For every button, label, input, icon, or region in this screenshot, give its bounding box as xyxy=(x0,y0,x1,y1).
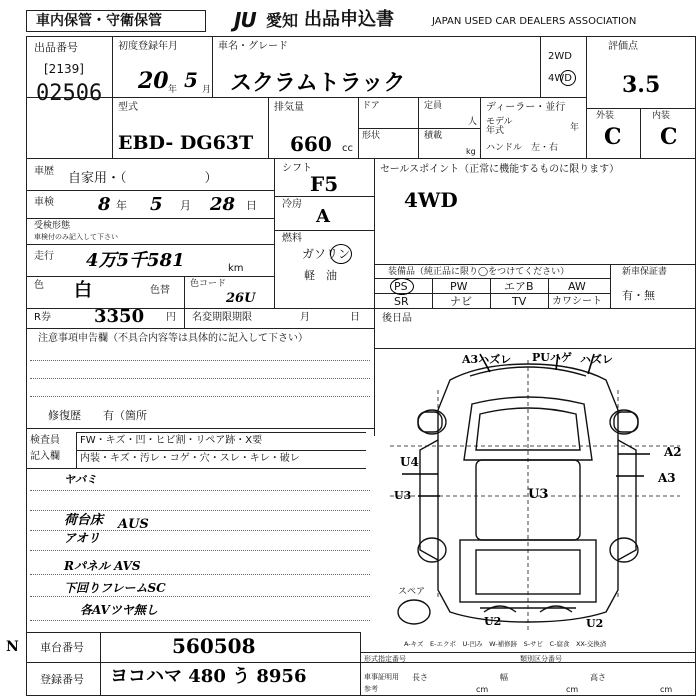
rule xyxy=(26,97,586,98)
first-reg-month: 5 xyxy=(184,68,198,92)
diagram-spare: スペア xyxy=(398,587,426,597)
rule xyxy=(26,190,274,191)
rule xyxy=(548,278,549,308)
rule xyxy=(374,328,375,436)
rule xyxy=(26,158,696,159)
color-code: 26U xyxy=(226,291,256,306)
first-reg-year: 20 xyxy=(138,68,169,94)
capacity-label: 定員 xyxy=(424,101,443,111)
diagram-u3-center: U3 xyxy=(528,487,549,502)
rule xyxy=(432,278,433,308)
dealer-model-year: モデル年式 xyxy=(486,117,513,136)
rule xyxy=(30,360,370,361)
diagram-top-left: A3ハズレ xyxy=(462,353,512,366)
diagram-u4: U4 xyxy=(400,455,419,469)
diagram-u2-right: U2 xyxy=(586,617,604,630)
first-reg-year-unit: 年 xyxy=(168,85,178,95)
form-title: 出品申込書 xyxy=(304,9,394,30)
equip-airbag: エアB xyxy=(504,280,534,293)
fuel-circle-icon xyxy=(330,244,352,264)
rule xyxy=(212,36,213,98)
notes-repair: 修復歴 有（箇所 xyxy=(48,409,147,422)
rule xyxy=(76,450,366,451)
inspection-month: 5 xyxy=(150,194,163,215)
inspector-label-2: 記入欄 xyxy=(30,451,60,462)
rule xyxy=(26,632,360,633)
form-note-g: 高さ xyxy=(590,673,606,682)
org-name: 愛知 xyxy=(266,11,299,30)
rule xyxy=(274,230,374,231)
grade-value: 3.5 xyxy=(622,72,661,98)
fuel-diesel: 軽 油 xyxy=(304,269,337,282)
grade-int: C xyxy=(660,124,678,150)
receipt-note: 車検付のみ記入して下さい xyxy=(34,233,118,241)
first-reg-month-unit: 月 xyxy=(202,85,212,95)
inspection-day: 28 xyxy=(210,194,236,215)
form-note-cm-1: cm xyxy=(476,685,489,694)
equip-pw: PW xyxy=(450,280,468,293)
inspector-hw-1: ヤバミ xyxy=(64,473,97,486)
model-value: EBD- DG63T xyxy=(118,132,254,154)
rule xyxy=(586,108,696,109)
rule xyxy=(30,510,370,511)
equip-sr: SR xyxy=(394,295,409,308)
rule xyxy=(274,158,275,308)
inspector-hw-6: 各AVツヤ無し xyxy=(80,603,158,617)
inspector-label-1: 検査員 xyxy=(30,435,60,446)
dealer-label: ディーラー・並行 xyxy=(486,102,566,113)
rule xyxy=(30,530,370,531)
inspection-label: 車検 xyxy=(34,197,54,208)
lot-sub: [2139] xyxy=(44,62,84,76)
form-note-c: 車事証明用 xyxy=(364,673,399,681)
form-note-cm-2: cm xyxy=(566,685,579,694)
rule xyxy=(30,396,370,397)
rule xyxy=(26,218,274,219)
shift-value: F5 xyxy=(310,172,339,196)
rule xyxy=(586,36,587,158)
rule xyxy=(360,632,361,696)
equip-seat: カワシート xyxy=(552,296,602,307)
diagram-top-right: ハズレ xyxy=(580,353,613,366)
margin-mark: N xyxy=(6,639,19,655)
mileage-unit: km xyxy=(228,263,244,274)
rule xyxy=(184,276,185,308)
warranty-value: 有・無 xyxy=(622,289,655,302)
form-note-cm-3: cm xyxy=(660,685,673,694)
fuel-label: 燃料 xyxy=(282,233,302,244)
name-change-day: 日 xyxy=(350,312,360,323)
receipt-label: 受検形態 xyxy=(34,221,71,231)
lot-label: 出品番号 xyxy=(34,41,78,54)
rule xyxy=(540,36,541,98)
drive-2wd: 2WD xyxy=(548,51,572,62)
rule xyxy=(112,36,113,158)
equip-ps-circle-icon xyxy=(390,278,414,295)
equipment-label: 装備品（純正品に限り◯をつけてください） xyxy=(388,267,570,277)
displacement-label: 排気量 xyxy=(274,102,304,113)
form-note-d: 参考 xyxy=(364,685,378,693)
header-tag: 車内保管・守衛保管 xyxy=(36,13,162,29)
rear-seat-label: 後日品 xyxy=(382,313,412,324)
diagram-u2-left: U2 xyxy=(484,615,502,628)
history-value: 自家用・（ ） xyxy=(68,171,218,186)
rule xyxy=(26,328,374,329)
diagram-u3-left: U3 xyxy=(394,489,412,502)
inspector-hw-4: Rパネル AVS xyxy=(64,559,141,573)
diagram-legend: A-キズ E-エクボ U-凹み W-補修跡 S-サビ C-腐食 XX-交換済 xyxy=(404,640,607,648)
notes-label: 注意事項申告欄（不具合内容等は具体的に記入して下さい） xyxy=(38,333,308,344)
rule xyxy=(30,596,370,597)
color-value: 白 xyxy=(74,280,92,301)
equip-tv: TV xyxy=(512,295,527,308)
inspector-row-2: 内装・キズ・汚レ・コゲ・穴・スレ・キレ・破レ xyxy=(80,453,300,464)
rule xyxy=(30,620,370,621)
plate-value: ヨコハマ 480 う 8956 xyxy=(110,666,307,687)
rule xyxy=(26,428,374,429)
equip-aw: AW xyxy=(568,280,586,293)
inspection-year-unit: 年 xyxy=(116,199,127,212)
r-ken-unit: 円 xyxy=(166,312,176,323)
first-reg-label: 初度登録年月 xyxy=(118,41,178,52)
dealer-year-unit: 年 xyxy=(570,123,580,133)
chassis-value: 560508 xyxy=(172,634,256,658)
rule xyxy=(100,632,101,696)
rule xyxy=(360,652,696,653)
inspector-hw-3: アオリ xyxy=(64,531,100,545)
inspector-hw-2: 荷台床 xyxy=(64,513,104,528)
sales-point-label: セールスポイント（正常に機能するものに限ります） xyxy=(380,164,620,175)
displacement-unit: cc xyxy=(342,143,353,154)
displacement-value: 660 xyxy=(290,132,332,156)
warranty-label: 新車保証書 xyxy=(622,267,668,277)
color-label: 色 xyxy=(34,280,44,291)
name-change-month: 月 xyxy=(300,312,310,323)
assoc-name: JAPAN USED CAR DEALERS ASSOCIATION xyxy=(432,16,637,27)
grade-ext: C xyxy=(604,124,622,150)
shape-label: 形状 xyxy=(362,131,381,141)
capacity-unit: 人 xyxy=(468,117,478,127)
inspector-row-1: FW・キズ・凹・ヒビ割・リペア跡・X要 xyxy=(80,435,263,446)
shift-label: シフト xyxy=(282,163,312,174)
model-label: 型式 xyxy=(118,102,138,113)
rule xyxy=(640,108,641,158)
drive-circle-icon xyxy=(560,70,576,86)
name-change-label: 名変期限期限 xyxy=(192,312,252,323)
dealer-handle: ハンドル 左・右 xyxy=(486,143,559,153)
inspector-hw-aus: AUS xyxy=(118,517,149,532)
mileage-label: 走行 xyxy=(34,251,54,262)
inspection-year: 8 xyxy=(98,194,111,215)
rule xyxy=(76,432,77,468)
diagram-top-mid: PUハゲ xyxy=(532,351,572,364)
rule xyxy=(26,244,274,245)
diagram-a3: A3 xyxy=(658,471,676,485)
mileage-value: 4万5千581 xyxy=(86,250,185,271)
form-note-e: 長さ xyxy=(412,673,428,682)
rule xyxy=(26,662,696,663)
cooling-value: A xyxy=(316,206,330,227)
equip-navi: ナビ xyxy=(450,295,472,308)
rule xyxy=(30,574,370,575)
form-note-a: 形式指定番号 xyxy=(364,655,406,663)
inspector-hw-5: 下回りフレームSC xyxy=(64,581,166,595)
ju-logo: JU xyxy=(234,8,256,32)
rule xyxy=(30,490,370,491)
rule xyxy=(374,264,696,265)
equip-ps: PS xyxy=(394,280,408,293)
grade-int-label: 内装 xyxy=(652,111,671,121)
car-name-value: スクラムトラック xyxy=(230,70,406,96)
sales-point-value: 4WD xyxy=(404,188,458,212)
history-label: 車歴 xyxy=(34,166,54,177)
rule xyxy=(358,128,480,129)
rule xyxy=(30,550,370,551)
inspection-day-unit: 日 xyxy=(246,199,257,212)
plate-label: 登録番号 xyxy=(40,673,84,686)
rule xyxy=(480,98,481,158)
rule xyxy=(30,378,370,379)
grade-ext-label: 外装 xyxy=(596,111,615,121)
form-note-f: 幅 xyxy=(500,673,508,682)
rule xyxy=(490,278,491,308)
lot-number: 02506 xyxy=(36,81,103,106)
rule xyxy=(184,308,185,328)
fuel-gasoline: ガソリン xyxy=(302,247,351,261)
rule xyxy=(374,348,696,349)
color-code-label: 色コード xyxy=(190,279,227,289)
rule xyxy=(26,468,366,469)
color-change-label: 色替 xyxy=(150,285,170,296)
rule xyxy=(268,98,269,158)
form-note-b: 類別区分番号 xyxy=(520,655,562,663)
inspection-month-unit: 月 xyxy=(180,199,191,212)
door-label: ドア xyxy=(362,101,380,111)
diagram-a2: A2 xyxy=(664,445,682,459)
rule xyxy=(374,158,375,308)
load-label: 積載 xyxy=(424,131,443,141)
car-name-label: 車名・グレード xyxy=(218,41,288,52)
rule xyxy=(26,276,274,277)
rule xyxy=(76,432,366,433)
r-ken-label: R券 xyxy=(34,312,51,323)
load-unit: kg xyxy=(466,147,476,156)
drive-4wd: 4WD xyxy=(548,73,572,84)
grade-label: 評価点 xyxy=(608,41,638,52)
cooling-label: 冷房 xyxy=(282,199,302,210)
r-ken-value: 3350 xyxy=(94,306,145,327)
rule xyxy=(610,264,611,308)
rule xyxy=(274,196,374,197)
chassis-label: 車台番号 xyxy=(40,641,84,654)
